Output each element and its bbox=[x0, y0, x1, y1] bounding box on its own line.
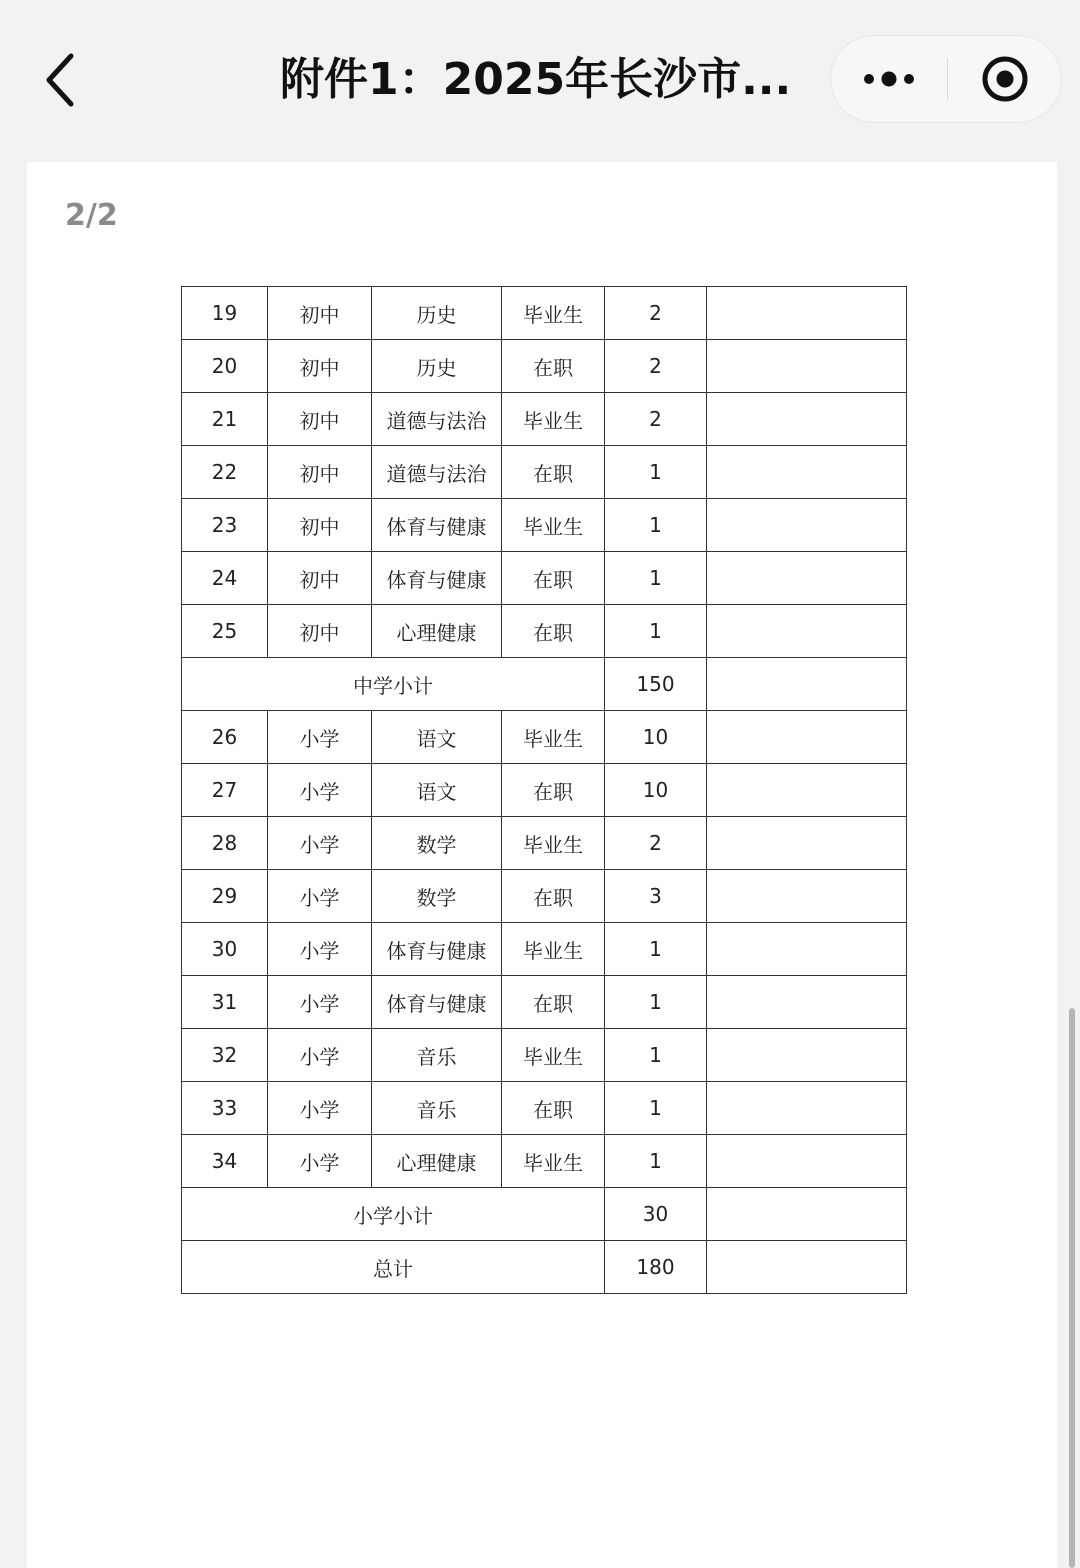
remarks bbox=[707, 764, 907, 817]
table-row bbox=[182, 711, 907, 764]
remarks bbox=[707, 1029, 907, 1082]
table-row bbox=[182, 393, 907, 446]
middle-school-subtotal-row bbox=[182, 658, 907, 711]
more-dots-icon bbox=[861, 71, 917, 87]
quota-count: 1 bbox=[605, 499, 707, 552]
candidate-type: 毕业生 bbox=[502, 1029, 605, 1082]
school-level: 初中 bbox=[268, 552, 372, 605]
remarks bbox=[707, 923, 907, 976]
subject: 道德与法治 bbox=[372, 393, 502, 446]
row-number: 26 bbox=[182, 711, 268, 764]
remarks bbox=[707, 552, 907, 605]
candidate-type: 在职 bbox=[502, 764, 605, 817]
row-number: 34 bbox=[182, 1135, 268, 1188]
quota-count: 3 bbox=[605, 870, 707, 923]
quota-count: 2 bbox=[605, 340, 707, 393]
school-level: 初中 bbox=[268, 340, 372, 393]
chevron-left-icon bbox=[43, 52, 77, 108]
quota-count: 1 bbox=[605, 552, 707, 605]
school-level: 小学 bbox=[268, 711, 372, 764]
table-row bbox=[182, 870, 907, 923]
remarks bbox=[707, 287, 907, 340]
recruitment-table bbox=[181, 286, 907, 1294]
quota-count: 2 bbox=[605, 817, 707, 870]
total-row bbox=[182, 1241, 907, 1294]
remarks bbox=[707, 499, 907, 552]
remarks bbox=[707, 1241, 907, 1294]
quota-count: 1 bbox=[605, 1135, 707, 1188]
school-level: 小学 bbox=[268, 923, 372, 976]
table-row bbox=[182, 605, 907, 658]
school-level: 初中 bbox=[268, 287, 372, 340]
subject: 音乐 bbox=[372, 1029, 502, 1082]
quota-count: 2 bbox=[605, 393, 707, 446]
candidate-type: 在职 bbox=[502, 976, 605, 1029]
school-level: 小学 bbox=[268, 976, 372, 1029]
table-row bbox=[182, 340, 907, 393]
remarks bbox=[707, 658, 907, 711]
table-row bbox=[182, 552, 907, 605]
subject: 历史 bbox=[372, 340, 502, 393]
target-circle-icon bbox=[980, 54, 1030, 104]
page-title: 附件1：2025年长沙市... bbox=[280, 54, 792, 105]
mini-program-capsule bbox=[830, 35, 1062, 123]
subject: 语文 bbox=[372, 764, 502, 817]
table-row bbox=[182, 1082, 907, 1135]
row-number: 30 bbox=[182, 923, 268, 976]
table-row bbox=[182, 287, 907, 340]
school-level: 初中 bbox=[268, 499, 372, 552]
row-number: 29 bbox=[182, 870, 268, 923]
subtotal-count: 150 bbox=[605, 658, 707, 711]
subtotal-count: 30 bbox=[605, 1188, 707, 1241]
subject: 体育与健康 bbox=[372, 976, 502, 1029]
subtotal-label: 中学小计 bbox=[182, 658, 605, 711]
row-number: 19 bbox=[182, 287, 268, 340]
remarks bbox=[707, 446, 907, 499]
candidate-type: 在职 bbox=[502, 446, 605, 499]
school-level: 初中 bbox=[268, 393, 372, 446]
total-label: 总计 bbox=[182, 1241, 605, 1294]
row-number: 28 bbox=[182, 817, 268, 870]
row-number: 20 bbox=[182, 340, 268, 393]
candidate-type: 在职 bbox=[502, 605, 605, 658]
remarks bbox=[707, 711, 907, 764]
table-row bbox=[182, 499, 907, 552]
page-indicator: 2/2 bbox=[65, 198, 118, 233]
quota-count: 1 bbox=[605, 1082, 707, 1135]
remarks bbox=[707, 817, 907, 870]
candidate-type: 毕业生 bbox=[502, 1135, 605, 1188]
table-row bbox=[182, 976, 907, 1029]
subject: 历史 bbox=[372, 287, 502, 340]
subject: 体育与健康 bbox=[372, 499, 502, 552]
document-page bbox=[27, 162, 1057, 1568]
vertical-scrollbar[interactable] bbox=[1069, 1008, 1075, 1568]
remarks bbox=[707, 1135, 907, 1188]
table-row bbox=[182, 1135, 907, 1188]
total-count: 180 bbox=[605, 1241, 707, 1294]
row-number: 33 bbox=[182, 1082, 268, 1135]
remarks bbox=[707, 605, 907, 658]
close-button[interactable] bbox=[948, 36, 1062, 122]
subject: 道德与法治 bbox=[372, 446, 502, 499]
quota-count: 10 bbox=[605, 711, 707, 764]
navigation-bar bbox=[0, 0, 1080, 140]
remarks bbox=[707, 976, 907, 1029]
row-number: 31 bbox=[182, 976, 268, 1029]
subtotal-label: 小学小计 bbox=[182, 1188, 605, 1241]
remarks bbox=[707, 1188, 907, 1241]
subject: 音乐 bbox=[372, 1082, 502, 1135]
quota-count: 1 bbox=[605, 605, 707, 658]
row-number: 23 bbox=[182, 499, 268, 552]
school-level: 小学 bbox=[268, 870, 372, 923]
candidate-type: 在职 bbox=[502, 552, 605, 605]
subject: 数学 bbox=[372, 817, 502, 870]
subject: 心理健康 bbox=[372, 1135, 502, 1188]
remarks bbox=[707, 1082, 907, 1135]
remarks bbox=[707, 393, 907, 446]
back-button[interactable] bbox=[30, 45, 90, 115]
row-number: 25 bbox=[182, 605, 268, 658]
subject: 体育与健康 bbox=[372, 552, 502, 605]
candidate-type: 毕业生 bbox=[502, 711, 605, 764]
table-row bbox=[182, 923, 907, 976]
table-row bbox=[182, 446, 907, 499]
row-number: 24 bbox=[182, 552, 268, 605]
subject: 体育与健康 bbox=[372, 923, 502, 976]
row-number: 32 bbox=[182, 1029, 268, 1082]
candidate-type: 毕业生 bbox=[502, 393, 605, 446]
primary-school-subtotal-row bbox=[182, 1188, 907, 1241]
school-level: 小学 bbox=[268, 817, 372, 870]
subject: 数学 bbox=[372, 870, 502, 923]
subject: 语文 bbox=[372, 711, 502, 764]
candidate-type: 在职 bbox=[502, 870, 605, 923]
candidate-type: 毕业生 bbox=[502, 923, 605, 976]
candidate-type: 毕业生 bbox=[502, 817, 605, 870]
row-number: 27 bbox=[182, 764, 268, 817]
row-number: 22 bbox=[182, 446, 268, 499]
subject: 心理健康 bbox=[372, 605, 502, 658]
quota-count: 10 bbox=[605, 764, 707, 817]
table-row bbox=[182, 817, 907, 870]
school-level: 小学 bbox=[268, 1135, 372, 1188]
quota-count: 2 bbox=[605, 287, 707, 340]
school-level: 初中 bbox=[268, 605, 372, 658]
quota-count: 1 bbox=[605, 1029, 707, 1082]
candidate-type: 在职 bbox=[502, 340, 605, 393]
row-number: 21 bbox=[182, 393, 268, 446]
table-row bbox=[182, 764, 907, 817]
school-level: 小学 bbox=[268, 1029, 372, 1082]
candidate-type: 在职 bbox=[502, 1082, 605, 1135]
remarks bbox=[707, 870, 907, 923]
more-button[interactable] bbox=[831, 36, 947, 122]
quota-count: 1 bbox=[605, 923, 707, 976]
remarks bbox=[707, 340, 907, 393]
candidate-type: 毕业生 bbox=[502, 499, 605, 552]
quota-count: 1 bbox=[605, 976, 707, 1029]
candidate-type: 毕业生 bbox=[502, 287, 605, 340]
school-level: 小学 bbox=[268, 1082, 372, 1135]
school-level: 小学 bbox=[268, 764, 372, 817]
table-row bbox=[182, 1029, 907, 1082]
quota-count: 1 bbox=[605, 446, 707, 499]
school-level: 初中 bbox=[268, 446, 372, 499]
